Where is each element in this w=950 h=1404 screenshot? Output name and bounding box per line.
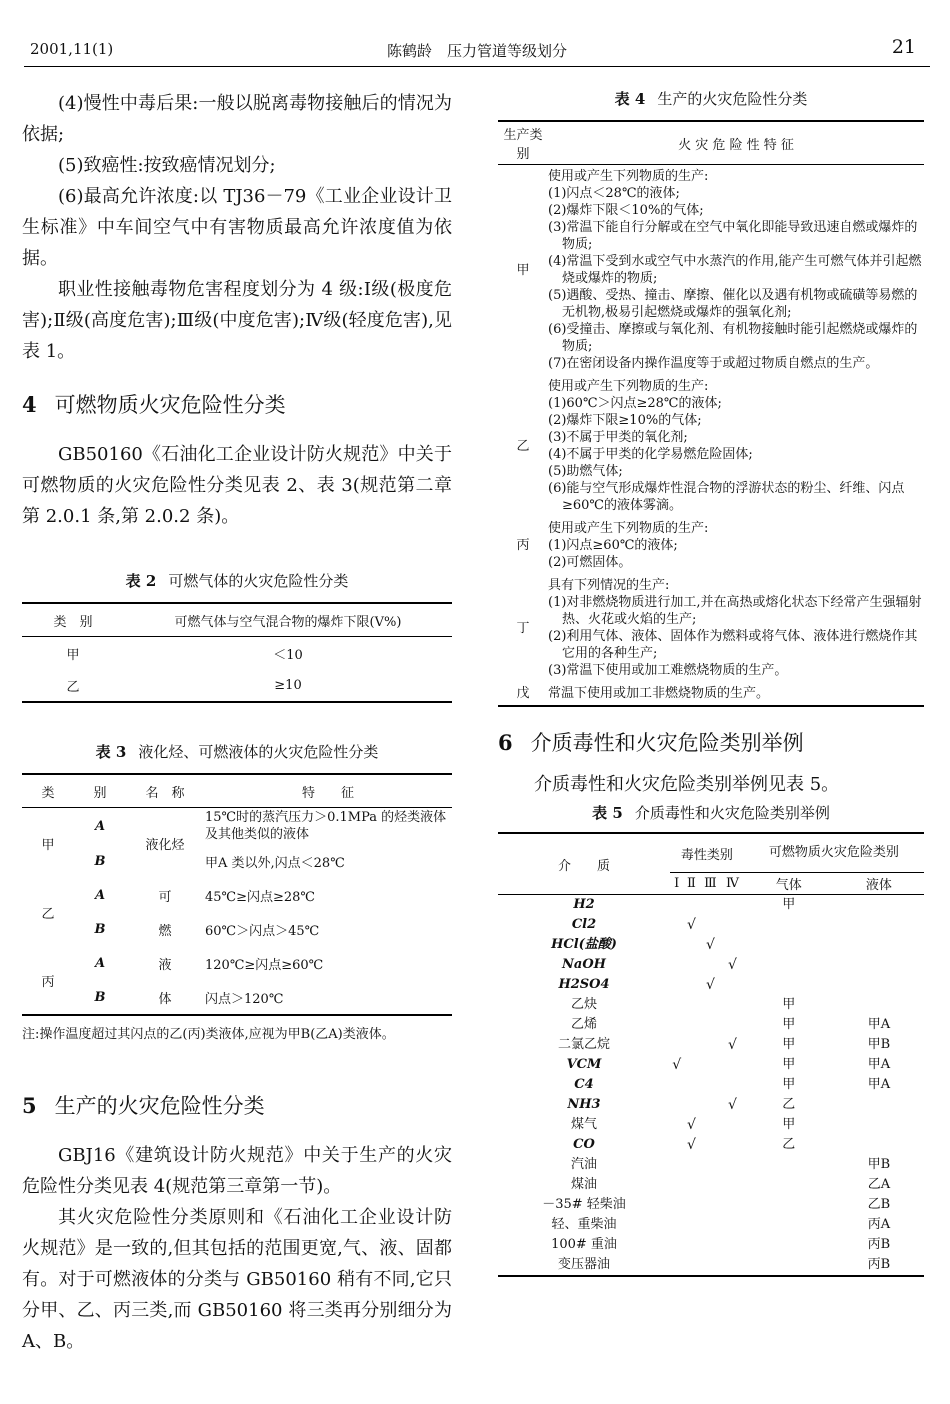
table-row: 乙 A 可 45℃≥闪点≥28℃	[41, 887, 315, 922]
table-row: 戊 常温下使用或加工非燃烧物质的生产。	[516, 686, 770, 701]
table-row: H2 甲	[573, 897, 796, 912]
table-3: 类 别 名 称 特 征 甲 A 液化烃 15℃时的蒸汽压力＞0.1MPa 的烃类液体及其他类似的液体 B 甲A 类以外,闪点＜28℃ 乙 A 可 45℃≥闪点≥28℃ B 燃 60℃＞闪点＞45℃ 丙 A 液 120℃≥闪点≥60℃ B 体 闪点＞120℃	[22, 773, 452, 1016]
table-caption: 表 3 液化烃、可燃液体的火灾危险性分类	[95, 743, 379, 761]
page-number: 21	[891, 36, 916, 58]
paragraph: 其火灾危险性分类原则和《石油化工企业设计防火规范》是一致的,但其包括的范围更宽,气、液、固都有。对于可燃液体的分类与 GB50160 稍有不同,它只分甲、乙、丙三类,而 GB50160 将三类再分别细分为 A、B。	[22, 1207, 452, 1352]
table-row: 甲 ＜10	[66, 647, 303, 663]
table-row: 煤气 √ 甲	[570, 1117, 796, 1133]
table-row: 甲 A 液化烃 15℃时的蒸汽压力＞0.1MPa 的烃类液体及其他类似的液体	[41, 810, 447, 853]
table-row: 轻、重柴油 丙A	[551, 1217, 891, 1232]
page-header	[24, 38, 930, 67]
table-row: －35# 轻柴油 乙B	[542, 1197, 891, 1212]
table-5: 介 质 毒性类别 可燃物质火灾危险类别 Ⅰ Ⅱ Ⅲ Ⅳ 气体 液体 H2 甲 Cl2 √ HCl(盐酸) √ NaOH √ H2SO4 √ 乙炔 甲 乙烯 甲 甲A 二氯乙烷 √ 甲 甲B VCM √ 甲 甲A C4 甲 甲A NH3 √ 乙 煤气 √ 甲 CO √ 乙 汽油 甲B 煤油 乙A －35# 轻柴油 乙B 轻、重柴油 丙A 100# 重油 丙B 变压器油 丙B	[498, 832, 924, 1277]
table-note: 注:操作温度超过其闪点的乙(丙)类液体,应视为甲B(乙A)类液体。	[22, 1027, 395, 1042]
table-row: Cl2 √	[571, 917, 696, 933]
table-row: HCl(盐酸) √	[551, 937, 715, 953]
table-row: 丙 A 液 120℃≥闪点≥60℃	[41, 955, 324, 990]
table-caption: 表 2 可燃气体的火灾危险性分类	[125, 572, 349, 590]
table-caption: 表 4 生产的火灾危险性分类	[614, 90, 808, 108]
issue-info: 2001,11(1)	[30, 40, 114, 58]
table-2: 类 别 可燃气体与空气混合物的爆炸下限(V%) 甲 ＜10 乙 ≥10	[22, 602, 452, 703]
table-row: 二氯乙烷 √ 甲 甲B	[557, 1037, 891, 1053]
paragraph: 介质毒性和火灾危险类别举例见表 5。	[534, 774, 840, 795]
table-row: 乙烯 甲 甲A	[570, 1017, 891, 1032]
table-row: 丙 使用或产生下列物质的生产: (1)闪点≥60℃的液体; (2)可燃固体。	[516, 521, 709, 570]
table-row: 乙炔 甲	[570, 997, 796, 1012]
table-row: 变压器油 丙B	[557, 1257, 891, 1272]
table-row: 煤油 乙A	[570, 1177, 891, 1192]
table-row: 乙 ≥10	[66, 677, 302, 695]
section-heading: 4 可燃物质火灾危险性分类	[22, 392, 286, 417]
table-row: VCM √ 甲 甲A	[566, 1057, 891, 1073]
paragraph: GBJ16《建筑设计防火规范》中关于生产的火灾危险性分类见表 4(规范第三章第一节)。	[22, 1145, 452, 1197]
paragraph: 职业性接触毒物危害程度划分为 4 级:Ⅰ级(极度危害);Ⅱ级(高度危害);Ⅲ级(中度危害);Ⅳ级(轻度危害),见表 1。	[22, 279, 452, 362]
table-row: 100# 重油 丙B	[551, 1237, 891, 1252]
right-column	[498, 88, 924, 1277]
table-4: 生产类别 火 灾 危 险 性 特 征 甲 使用或产生下列物质的生产: (1)闪点＜28℃的液体; (2)爆炸下限＜10%的气体; (3)常温下能自行分解或在空气中氧化即能导致迅速自燃或爆炸的物质; (4)常温下受到水或空气中水蒸汽的作用,能产生可燃气体并引起燃烧或爆炸的物质; (5)遇酸、受热、撞击、摩擦、催化以及遇有机物或硫磺等易燃的无机物,极易引起燃烧或爆炸的强氧化剂; (6)受撞击、摩擦或与氧化剂、有机物接触时能引起燃烧或爆炸的物质; (7)在密闭设备内操作温度等于或超过物质自燃点的生产。 乙 使用或产生下列物质的生产: (1)60℃＞闪点≥28℃的液体; (2)爆炸下限≥10%的气体; (3)不属于甲类的氧化剂; (4)不属于甲类的化学易燃危险固体; (5)助燃气体; (6)能与空气形成爆炸性混合物的浮游状态的粉尘、纤维、闪点≥60℃的液体雾滴。 丙 使用或产生下列物质的生产: (1)闪点≥60℃的液体; (2)可燃固体。 丁 具有下列情况的生产: (1)对非燃烧物质进行加工,并在高热或熔化状态下经常产生强辐射热、火花或火焰的生产; (2)利用气体、液体、固体作为燃料或将气体、液体进行燃烧作其它用的各种生产; (3)常温下使用或加工难燃烧物质的生产。 戊 常温下使用或加工非燃烧物质的生产。	[498, 120, 924, 707]
table-row: CO √ 乙	[573, 1137, 796, 1153]
table-row: C4 甲 甲A	[574, 1077, 891, 1092]
paragraph: (6)最高允许浓度:以 TJ36－79《工业企业设计卫生标准》中车间空气中有害物质最高允许浓度值为依据。	[22, 186, 452, 269]
paragraph: (4)慢性中毒后果:一般以脱离毒物接触后的情况为依据;	[22, 93, 452, 145]
paragraph: (5)致癌性:按致癌情况划分;	[58, 155, 276, 176]
table-row: H2SO4 √	[558, 977, 715, 993]
left-column	[22, 88, 452, 1357]
table-row: B 甲A 类以外,闪点＜28℃	[94, 853, 345, 871]
table-row: 甲 使用或产生下列物质的生产: (1)闪点＜28℃的液体; (2)爆炸下限＜10%的气体; (3)常温下能自行分解或在空气中氧化即能导致迅速自燃或爆炸的物质; (4)常温下受到水或空气中水蒸汽的作用,能产生可燃气体并引起燃烧或爆炸的物质; (5)遇酸、受热、撞击、摩擦、催化以及遇有机物或硫磺等易燃的无机物,极易引起燃烧或爆炸的强氧化剂; (6)受撞击、摩擦或与氧化剂、有机物接触时能引起燃烧或爆炸的物质; (7)在密闭设备内操作温度等于或超过物质自燃点的生产。	[516, 169, 922, 371]
table-row: 汽油 甲B	[570, 1157, 891, 1172]
table-caption: 表 5 介质毒性和火灾危险类别举例	[592, 804, 830, 822]
table-row: B 体 闪点＞120℃	[94, 989, 284, 1007]
table-row: NH3 √ 乙	[567, 1097, 796, 1113]
table-row: B 燃 60℃＞闪点＞45℃	[94, 921, 320, 939]
table-row: 乙 使用或产生下列物质的生产: (1)60℃＞闪点≥28℃的液体; (2)爆炸下限≥10%的气体; (3)不属于甲类的氧化剂; (4)不属于甲类的化学易燃危险固体; (5)助燃气体; (6)能与空气形成爆炸性混合物的浮游状态的粉尘、纤维、闪点≥60℃的液体雾滴。	[516, 379, 905, 513]
table-row: 丁 具有下列情况的生产: (1)对非燃烧物质进行加工,并在高热或熔化状态下经常产生强辐射热、火花或火焰的生产; (2)利用气体、液体、固体作为燃料或将气体、液体进行燃烧作其它用的各种生产; (3)常温下使用或加工难燃烧物质的生产。	[516, 578, 922, 678]
paragraph: GB50160《石油化工企业设计防火规范》中关于可燃物质的火灾危险性分类见表 2、表 3(规范第二章第 2.0.1 条,第 2.0.2 条)。	[22, 444, 452, 527]
section-heading: 6 介质毒性和火灾危险类别举例	[498, 730, 804, 755]
running-title: 陈鹤龄 压力管道等级划分	[386, 42, 567, 60]
section-heading: 5 生产的火灾危险性分类	[22, 1093, 265, 1118]
table-row: NaOH √	[562, 957, 737, 973]
